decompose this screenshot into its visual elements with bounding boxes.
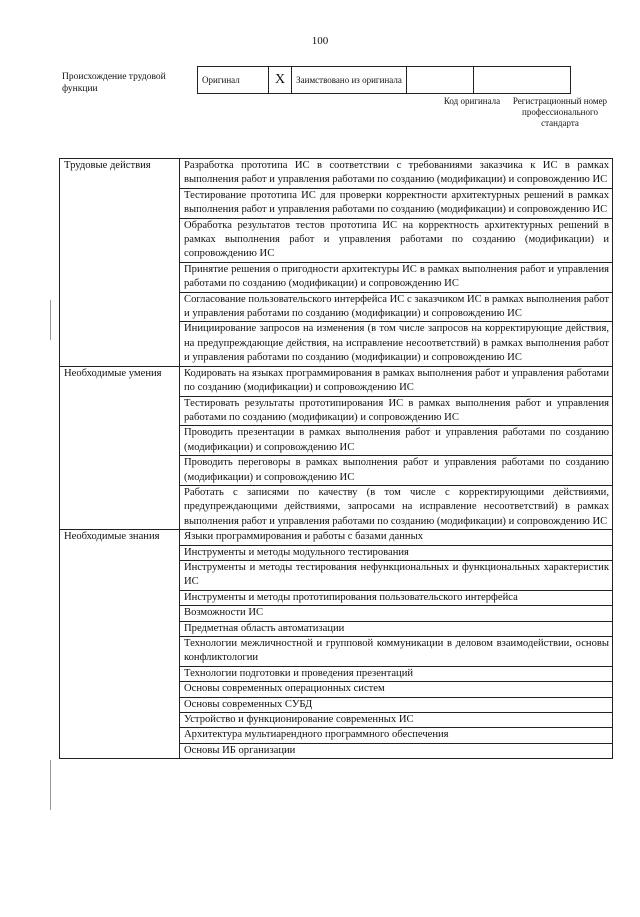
reg-number-caption: Регистрационный номер профессионального стандарта <box>512 96 608 128</box>
section-item: Инструменты и методы прототипирования пользовательского интерфейса <box>180 590 613 605</box>
section-item: Технологии подготовки и проведения презентаций <box>180 666 613 681</box>
section-item: Возможности ИС <box>180 606 613 621</box>
section-item: Языки программирования и работы с базами данных <box>180 530 613 545</box>
original-mark: X <box>269 67 292 94</box>
borrowed-cell: Заимствовано из оригинала <box>292 67 407 94</box>
section-item: Предметная область автоматизации <box>180 621 613 636</box>
margin-mark <box>50 760 51 810</box>
function-table-body <box>60 159 613 759</box>
origin-table <box>197 66 571 94</box>
section-item: Проводить презентации в рамках выполнения работ и управления работами по созданию (модификации) и сопровождению ИС <box>180 426 613 456</box>
section-item: Технологии межличностной и групповой коммуникации в деловом взаимодействии, основы конфликтологии <box>180 637 613 667</box>
section-item: Архитектура мультиарендного программного обеспечения <box>180 728 613 743</box>
original-cell: Оригинал <box>198 67 269 94</box>
margin-mark <box>50 300 51 340</box>
section-item: Инструменты и методы модульного тестирования <box>180 545 613 560</box>
section-item: Разработка прототипа ИС в соответствии с требованиями заказчика к ИС в рамках выполнения работ и управления работами по созданию (модификации) и сопровождению ИС <box>180 159 613 189</box>
section-item: Согласование пользовательского интерфейса ИС с заказчиком ИС в рамках выполнения работ и управления работами по созданию (модификации) и сопровождению ИС <box>180 292 613 322</box>
section-item: Устройство и функционирование современных ИС <box>180 713 613 728</box>
section-label: Необходимые знания <box>60 530 180 759</box>
section-item: Принятие решения о пригодности архитектуры ИС в рамках выполнения работ и управления работами по созданию (модификации) и сопровождению ИС <box>180 262 613 292</box>
reg-number-cell <box>474 67 571 94</box>
section-item: Проводить переговоры в рамках выполнения работ и управления работами по созданию (модификации) и сопровождению ИС <box>180 456 613 486</box>
section-item: Инициирование запросов на изменения (в том числе запросов на корректирующие действия, на предупреждающие действия, на исправление несоответствий) в рамках выполнения работ и управления работами по созданию (модификации) и сопровождению ИС <box>180 322 613 366</box>
table-row <box>60 366 613 396</box>
section-item: Кодировать на языках программирования в рамках выполнения работ и управления работами по созданию (модификации) и сопровождению ИС <box>180 366 613 396</box>
page-number: 100 <box>311 35 329 47</box>
section-item: Обработка результатов тестов прототипа ИС на корректность архитектурных решений в рамках выполнения работ и управления работами по созданию (модификации) и сопровождению ИС <box>180 218 613 262</box>
section-item: Основы современных операционных систем <box>180 682 613 697</box>
section-item: Основы ИБ организации <box>180 743 613 758</box>
section-label: Трудовые действия <box>60 159 180 367</box>
section-item: Тестировать результаты прототипирования ИС в рамках выполнения работ и управления работами по созданию (модификации) и сопровождению ИС <box>180 396 613 426</box>
section-item: Инструменты и методы тестирования нефункциональных и функциональных характеристик ИС <box>180 560 613 590</box>
origin-row <box>198 67 571 94</box>
section-item: Работать с записями по качеству (в том числе с корректирующими действиями, предупреждающими действиями, запросами на исправление несоответствий) в рамках выполнения работ и управления работами по созданию (модификации) и сопровождению ИС <box>180 485 613 529</box>
origin-label: Происхождение трудовой функции <box>62 72 166 94</box>
section-item: Основы современных СУБД <box>180 697 613 712</box>
section-label: Необходимые умения <box>60 366 180 529</box>
table-row <box>60 530 613 545</box>
section-item: Тестирование прототипа ИС для проверки корректности архитектурных решений в рамках выполнения работ и управления работами по созданию (модификации) и сопровождению ИС <box>180 188 613 218</box>
table-row <box>60 159 613 189</box>
code-cell <box>407 67 474 94</box>
code-caption: Код оригинала <box>443 96 501 106</box>
function-table <box>59 158 613 759</box>
